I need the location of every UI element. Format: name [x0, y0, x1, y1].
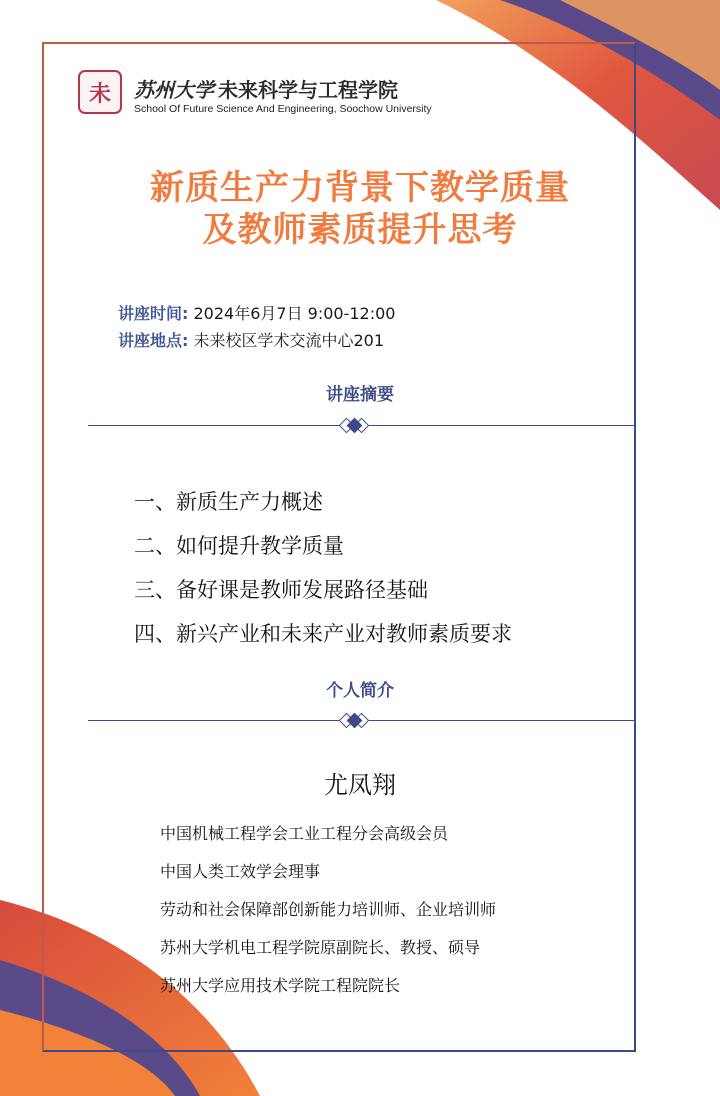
- lecture-time-row: [118, 301, 395, 324]
- speaker-name: 尤凤翔: [324, 771, 396, 799]
- university-name-cn: 苏州大学: [134, 78, 214, 102]
- abstract-item: 四、新兴产业和未来产业对教师素质要求: [134, 622, 512, 646]
- school-seal-logo: [78, 70, 122, 114]
- university-name: [134, 74, 398, 103]
- lecture-place-label: 讲座地点:: [118, 331, 189, 350]
- bio-item: 苏州大学应用技术学院工程院院长: [160, 976, 401, 995]
- lecture-title-line1: 新质生产力背景下教学质量: [150, 168, 570, 208]
- abstract-divider: [88, 416, 634, 436]
- lecture-time-label: 讲座时间:: [118, 304, 189, 323]
- lecture-place-row: [118, 328, 384, 351]
- abstract-item: 一、新质生产力概述: [134, 490, 323, 514]
- lecture-place-value: 未来校区学术交流中心201: [193, 331, 385, 350]
- bio-item: 劳动和社会保障部创新能力培训师、企业培训师: [160, 900, 497, 919]
- abstract-item: 二、如何提升教学质量: [134, 534, 344, 558]
- profile-heading: 个人简介: [326, 681, 394, 701]
- bio-item: 苏州大学机电工程学院原副院长、教授、硕导: [160, 938, 481, 957]
- lecture-time-value: 2024年6月7日 9:00-12:00: [193, 304, 396, 323]
- bio-item: 中国机械工程学会工业工程分会高级会员: [160, 824, 449, 843]
- profile-divider: [88, 711, 634, 731]
- abstract-item: 三、备好课是教师发展路径基础: [134, 578, 428, 602]
- bio-item: 中国人类工效学会理事: [160, 862, 321, 881]
- school-name-en: School Of Future Science And Engineering, Soochow University: [134, 103, 432, 115]
- lecture-title-line2: 及教师素质提升思考: [202, 210, 518, 250]
- school-name-cn: 未来科学与工程学院: [218, 78, 398, 102]
- seal-glyph: 未: [88, 80, 111, 107]
- abstract-heading: 讲座摘要: [326, 385, 394, 405]
